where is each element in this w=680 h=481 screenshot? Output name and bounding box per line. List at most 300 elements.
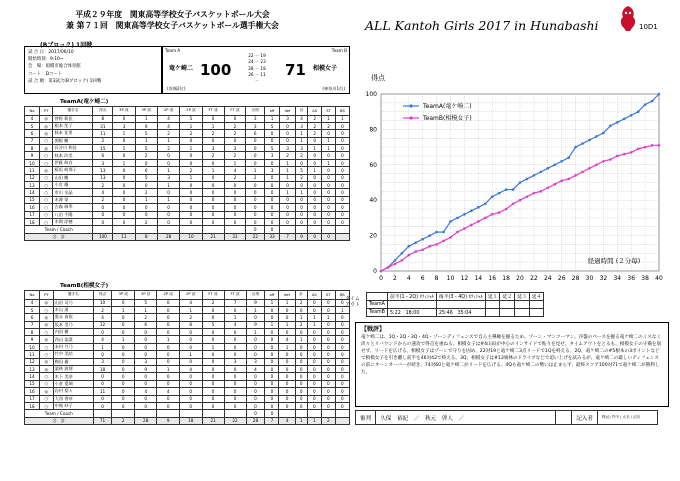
table-cell: 0 [180,152,202,159]
table-cell: 0 [112,366,135,373]
table-row [25,351,350,358]
table-cell: 0 [307,380,321,387]
table-cell: 0 [321,358,335,365]
table-cell: 0 [307,395,321,402]
table-cell: 0 [280,122,296,129]
table-cell: 1 [322,159,336,166]
table-cell: 0 [202,351,224,358]
table-cell: 0 [322,196,336,203]
table-cell: 0 [112,314,135,321]
table-cell: 2 [157,130,179,137]
table-cell: 5 [265,122,280,129]
table-cell: 2 [246,174,265,181]
table-cell: 0 [279,366,295,373]
table-cell: 5 [135,145,157,152]
data-point [414,241,417,244]
table-row [25,182,350,189]
table-cell: ○ [40,306,54,313]
legend-label: TeamB(相模女子) [423,115,472,122]
data-point [644,146,647,149]
table-row [25,336,350,343]
data-point [560,160,563,163]
data-point [449,220,452,223]
y-tick-label: 100 [365,91,377,98]
table-cell: 0 [157,329,180,336]
table-row [25,395,350,402]
data-point [421,238,424,241]
table-cell: 0 [335,159,349,166]
data-point [442,240,445,243]
table-cell: ◎ [40,299,54,306]
table-cell: 3 [157,174,179,181]
table-cell: ◎ [40,321,54,328]
table-cell: 1 [265,115,280,122]
table-row [25,145,350,152]
table-cell: 2 [224,152,246,159]
data-point [477,206,480,209]
data-point [435,243,438,246]
table-cell: 0 [157,380,180,387]
y-tick-label: 0 [373,268,377,275]
table-cell: 0 [335,182,349,189]
table-cell: 0 [112,395,135,402]
table-cell: 5 [25,122,40,129]
table-cell: ◎ [40,314,54,321]
table-cell: 0 [224,402,246,409]
table-cell: 1 [296,137,308,144]
table-cell: 0 [308,159,322,166]
table-cell: 0 [180,204,202,211]
table-cell: 8 [179,321,202,328]
data-point [477,220,480,223]
table-cell: 1 [296,189,308,196]
table-cell: 18 [25,218,40,225]
table-cell: 0 [202,196,224,203]
table-cell: 4 [93,314,112,321]
table-cell: 0 [265,380,279,387]
table-cell: 0 [180,211,202,218]
table-cell: 11 [93,388,112,395]
table-cell: 2 [296,152,308,159]
table-cell: 小宮 優 [53,182,93,189]
data-point [553,183,556,186]
table-cell: 0 [202,211,224,218]
table-cell: 中堀 紗子 [53,402,93,409]
table-cell: 0 [202,366,224,373]
table-cell: 11 [93,130,113,137]
column-header: FT 成 [202,107,224,116]
table-cell: 0 [113,115,135,122]
table-cell: 0 [279,351,295,358]
table-cell: ◎ [40,115,53,122]
table-cell: 0 [265,351,279,358]
table-cell: 0 [335,402,349,409]
table-cell: 0 [321,299,335,306]
table-cell: 0 [93,351,112,358]
table-cell: 0 [93,402,112,409]
table-cell: 0 [202,395,224,402]
team-b-title: TeamB(相模女子) [60,283,109,289]
table-cell: 竹中 美結 [53,351,93,358]
table-cell: 1 [157,167,179,174]
table-cell: 0 [265,130,280,137]
table-row [25,130,350,137]
column-header: def [280,107,296,116]
table-cell: 0 [265,204,280,211]
table-cell: 0 [279,388,295,395]
table-cell: 0 [202,306,224,313]
table-cell: ○ [40,402,54,409]
column-header: ST [321,291,335,300]
table-cell: 0 [265,336,279,343]
table-row [25,380,350,387]
column-header: AS [307,291,321,300]
team-b-name: 相模女子 [313,65,338,72]
table-cell: 菅野 莉佳 [53,115,93,122]
legend-marker [409,116,412,119]
data-point [630,114,633,117]
table-cell: 0 [180,159,202,166]
table-cell: 0 [93,329,112,336]
table-cell: 0 [112,329,135,336]
table-cell: 0 [246,189,265,196]
column-header: 選手名 [53,291,93,300]
data-point [644,103,647,106]
table-cell: 0 [295,358,307,365]
score-box [162,46,350,94]
table-cell: 栗林 波那 [53,366,93,373]
table-cell: 1 [180,174,202,181]
table-cell: 0 [202,314,224,321]
column-header: No [25,107,40,116]
table-row [25,152,350,159]
x-axis-label: 経過時間 (２分毎) [587,257,641,265]
table-cell: 0 [202,115,224,122]
table-row [25,373,350,380]
table-row [25,137,350,144]
table-cell: 1 [322,137,336,144]
y-tick-label: 40 [369,197,377,205]
y-tick-label: 60 [369,161,377,169]
table-cell: 0 [224,388,246,395]
column-header: 2P 試 [179,291,202,300]
table-cell: 0 [279,402,295,409]
table-cell: 0 [93,211,113,218]
table-cell: 0 [157,314,180,321]
table-cell: 1 [157,182,179,189]
table-cell: 0 [202,336,224,343]
table-cell: 2 [135,189,157,196]
table-cell: 0 [335,152,349,159]
table-cell: 0 [112,343,135,350]
table-cell: 1 [265,321,279,328]
table-cell: 0 [157,395,180,402]
data-point [519,199,522,202]
table-cell: 0 [202,373,224,380]
table-cell: 0 [322,174,336,181]
team-b-pref: (神奈川1位) [322,86,345,91]
table-cell: 0 [322,182,336,189]
data-point [512,202,515,205]
data-point [595,164,598,167]
table-cell: 1 [296,130,308,137]
column-header: 反則 [246,291,265,300]
table-cell: 6 [93,152,113,159]
data-point [470,224,473,227]
table-cell: 0 [265,211,280,218]
total-row: 合 計 100 11 8 28 10 21 31 22 33 7 9 0 0 [25,233,350,240]
table-cell: 6 [25,314,40,321]
column-header: 選手名 [53,107,93,116]
table-cell: 0 [265,159,280,166]
x-tick-label: 12 [460,275,469,282]
table-row [25,115,350,122]
table-cell: 0 [308,174,322,181]
table-cell: 0 [113,137,135,144]
table-cell: ○ [40,137,53,144]
table-cell: 1 [279,343,295,350]
table-cell: 17 [25,395,40,402]
table-cell: 0 [93,380,112,387]
x-tick-label: 14 [474,275,483,282]
team-b-label: Team B [331,48,347,53]
table-cell: 0 [179,388,202,395]
table-cell: 1 [307,314,321,321]
table-cell: 1 [246,167,265,174]
table-cell: 4 [296,115,308,122]
table-cell: 小倉 愛瑚 [53,380,93,387]
table-cell: 0 [134,380,157,387]
table-cell: 0 [113,174,135,181]
table-cell: 0 [246,211,265,218]
table-cell: 0 [279,306,295,313]
column-header: 2P 成 [157,107,179,116]
table-cell: 0 [265,343,279,350]
table-cell: 0 [112,321,135,328]
brand-title: ALL Kantoh Girls 2017 in Hunabashi [365,18,599,33]
table-cell: ○ [40,152,53,159]
table-cell: 0 [246,152,265,159]
data-point [491,213,494,216]
table-cell: 1 [280,159,296,166]
table-cell: 0 [246,182,265,189]
table-cell: 岩村 梨々 [53,388,93,395]
table-cell: 0 [265,314,279,321]
table-cell: 0 [321,343,335,350]
table-cell: 0 [202,174,224,181]
chart-title: 得点 [371,74,385,82]
table-cell: 3 [93,159,113,166]
table-cell: 八田 千陽 [53,211,93,218]
table-cell: 1 [157,137,179,144]
data-point [505,208,508,211]
data-point [512,188,515,191]
table-cell: 0 [157,321,180,328]
table-cell: 4 [93,189,113,196]
table-row [25,366,350,373]
table-cell: 0 [280,211,296,218]
table-cell: 1 [180,122,202,129]
table-cell: 14 [25,373,40,380]
timeout-table: 前半(1・2Q) ｵﾌｨｼｬﾙ 後半(3・4Q) ｵﾌｨｼｬﾙ 延１ 延２ 延３ 延４ TeamA TeamB 5:22 18:00 25:46 35:04 [366,292,544,317]
table-cell: 0 [307,373,321,380]
table-cell: 0 [296,159,308,166]
table-cell: 0 [279,373,295,380]
table-cell: 1 [135,115,157,122]
table-cell: 2 [180,167,202,174]
table-cell: 板垣 萌那子 [53,167,93,174]
table-cell: 2 [135,152,157,159]
table-cell: 0 [335,130,349,137]
table-cell: 0 [335,343,349,350]
table-row [25,167,350,174]
table-cell: 9 [25,152,40,159]
table-cell: 0 [202,137,224,144]
table-cell: 0 [307,388,321,395]
table-cell: 0 [265,196,280,203]
table-cell: 16 [25,388,40,395]
column-header: 得点 [93,107,113,116]
table-cell: ○ [40,182,53,189]
data-point [491,195,494,198]
data-point [484,217,487,220]
x-tick-label: 10 [446,275,455,282]
x-tick-label: 18 [502,275,510,282]
data-point [421,248,424,251]
table-cell: 古森 瑞季 [53,204,93,211]
table-cell: ◎ [40,366,54,373]
table-cell: 0 [157,351,180,358]
table-cell: 0 [157,299,180,306]
quarter-scores: 22 － 19 24 － 23 28 － 18 26 － 11 － [248,53,266,84]
table-cell: 5 [202,321,224,328]
coach-row: Team / Coach 0 0 [25,410,350,417]
x-tick-label: 20 [516,275,524,282]
table-cell: 0 [295,395,307,402]
table-row [25,402,350,409]
table-cell: 1 [202,122,224,129]
data-point [553,164,556,167]
table-cell: 0 [295,380,307,387]
table-cell: 7 [224,299,246,306]
table-cell: 8 [93,115,113,122]
table-cell: 0 [202,218,224,225]
table-cell: 0 [335,167,349,174]
table-cell: 0 [157,306,180,313]
table-cell: 31 [93,122,113,129]
table-cell: 2 [93,196,113,203]
x-tick-label: 4 [406,275,411,282]
data-point [533,174,536,177]
column-header: FT 試 [224,291,246,300]
table-cell: 4 [93,336,112,343]
table-cell: 奥永 真依 [53,314,93,321]
table-cell: 4 [134,388,157,395]
table-cell: 0 [335,189,349,196]
table-cell: ○ [40,211,53,218]
table-cell: 0 [135,211,157,218]
table-cell: ○ [40,373,54,380]
table-cell: 1 [307,321,321,328]
team-a-title: TeamA(竜ケ崎二) [60,99,109,105]
table-cell: 0 [224,211,246,218]
table-cell: 0 [93,395,112,402]
data-point [623,117,626,120]
table-cell: 0 [280,204,296,211]
column-header: 2P 成 [157,291,180,300]
table-row [25,321,350,328]
table-cell: 0 [307,329,321,336]
table-cell: 0 [335,351,349,358]
data-point [387,266,390,269]
table-cell: 0 [246,336,265,343]
table-cell: 0 [335,204,349,211]
table-cell: 2 [180,130,202,137]
table-cell: ○ [40,189,53,196]
table-cell: 0 [202,204,224,211]
table-cell: 0 [265,306,279,313]
y-tick-label: 20 [369,232,377,240]
table-cell: 0 [224,395,246,402]
table-cell: 13 [25,182,40,189]
column-header: No [25,291,40,300]
column-header: PT [40,107,53,116]
table-cell: 12 [25,174,40,181]
x-tick-label: 30 [585,275,594,282]
table-cell: 0 [113,211,135,218]
data-point [456,231,459,234]
table-cell: 0 [246,373,265,380]
table-cell: 西山 姿菜 [53,336,93,343]
table-cell: 0 [224,343,246,350]
table-cell: 0 [296,211,308,218]
column-header: 3P 試 [134,291,157,300]
table-cell: ○ [40,395,54,402]
table-cell: 4 [157,115,179,122]
table-cell: 1 [113,130,135,137]
column-header: FT 試 [224,107,246,116]
table-cell: 0 [308,182,322,189]
data-point [567,156,570,159]
table-cell: 1 [157,366,180,373]
table-cell: 0 [295,306,307,313]
table-cell: 9 [135,122,157,129]
table-cell: 0 [157,204,179,211]
table-cell: 0 [180,189,202,196]
table-cell: 0 [296,182,308,189]
table-cell: 0 [157,211,179,218]
team-b-score: 71 [285,61,306,79]
table-cell: 0 [224,306,246,313]
table-cell: 0 [180,196,202,203]
table-cell: 2 [308,115,322,122]
table-cell: 8 [25,329,40,336]
table-cell: 15 [93,145,113,152]
table-cell: 6 [246,130,265,137]
column-header: AS [308,107,322,116]
team-a-label: Team A [165,48,181,53]
table-cell: 0 [157,373,180,380]
table-cell: 9 [25,336,40,343]
table-cell: 0 [335,314,349,321]
data-point [623,153,626,156]
table-cell: 4 [25,115,40,122]
table-cell: 1 [157,196,179,203]
table-cell: 1 [113,145,135,152]
table-cell: ◎ [40,145,53,152]
table-cell: 0 [180,137,202,144]
data-point [616,155,619,158]
